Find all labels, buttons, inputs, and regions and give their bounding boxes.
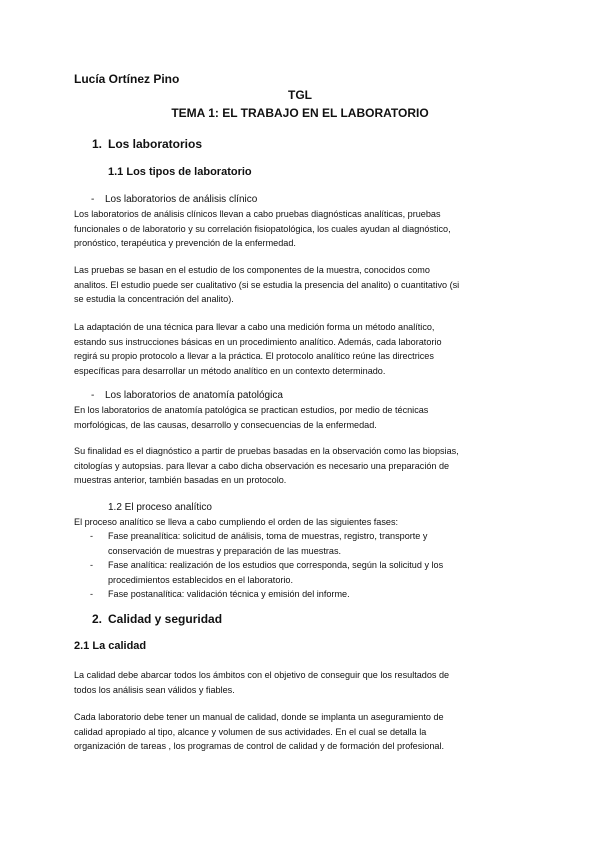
list-item [74, 587, 554, 602]
section-2-heading [92, 612, 222, 626]
paragraph [74, 710, 534, 754]
text-line: Las pruebas se basan en el estudio de los componentes de la muestra, conocidos como [74, 265, 430, 275]
text-line: se estudia la concentración del analito). [74, 294, 234, 304]
paragraph [74, 515, 534, 530]
text-line: estando sus instrucciones básicas en un procedimiento analítico. Además, cada laboratorio [74, 336, 442, 347]
section-1-heading [92, 137, 202, 151]
subsection-1-1-heading: 1.1 Los tipos de laboratorio [108, 166, 252, 178]
document-title: TEMA 1: EL TRABAJO EN EL LABORATORIO [171, 106, 429, 120]
bullet-heading-text: Los laboratorios de anatomía patológica [105, 390, 283, 401]
text-line: Fase analítica: realización de los estudios que corresponda, según la solicitud y los [108, 560, 444, 570]
list-item [74, 529, 554, 558]
author-name: Lucía Ortínez Pino [74, 72, 180, 86]
subject-code: TGL [288, 88, 312, 102]
text-line: Fase preanalítica: solicitud de análisis, toma de muestras, registro, transporte y [108, 531, 428, 541]
text-line: conservación de muestras y preparación de las muestras. [108, 545, 342, 556]
text-line: funcionales o de laboratorio y su correlación fisiopatológica, los cuales ayudan al diagnóstico, [74, 223, 451, 234]
text-line: calidad apropiado al tipo, alcance y volumen de sus actividades. En el cual se detalla la [74, 726, 427, 737]
bullet-dash: - [91, 194, 95, 205]
text-line: analitos. El estudio puede ser cualitativo (si se estudia la presencia del analito) o cuantitativo (si [74, 279, 460, 290]
text-line: muestras anterior, también basadas en un protocolo. [74, 475, 287, 485]
text-line: Los laboratorios de análisis clínicos llevan a cabo pruebas diagnósticas analíticas, pruebas [74, 209, 441, 219]
text-line: todos los análisis sean válidos y fiables. [74, 684, 235, 695]
bullet-dash: - [91, 390, 95, 401]
section-number: 2. [92, 612, 103, 626]
text-line: Fase postanalítica: validación técnica y emisión del informe. [108, 589, 350, 599]
text-line: procedimientos establecidos en el laboratorio. [108, 574, 294, 585]
bullet-dash: - [90, 531, 94, 541]
text-line: Cada laboratorio debe tener un manual de calidad, donde se implanta un aseguramiento de [74, 712, 444, 722]
paragraph [74, 403, 534, 432]
text-line: regirá su propio protocolo a llevar a la práctica. El protocolo analítico reúne las directrices [74, 351, 434, 361]
paragraph [74, 320, 534, 378]
section-title: Los laboratorios [108, 137, 203, 151]
text-line: La calidad debe abarcar todos los ámbitos con el objetivo de conseguir que los resultados de [74, 670, 450, 680]
bullet-heading-anatomia [91, 390, 283, 401]
text-line: pronóstico, terapéutica y prevención de la enfermedad. [74, 238, 296, 248]
paragraph [74, 668, 534, 697]
bullet-dash: - [90, 560, 94, 570]
bullet-heading-text: Los laboratorios de análisis clínico [105, 194, 258, 205]
section-number: 1. [92, 137, 103, 151]
paragraph [74, 207, 534, 251]
text-line: En los laboratorios de anatomía patológica se practican estudios, por medio de técnicas [74, 405, 429, 415]
text-line: El proceso analítico se lleva a cabo cumpliendo el orden de las siguientes fases: [74, 517, 399, 527]
subsection-1-2-heading: 1.2 El proceso analítico [108, 502, 212, 513]
bullet-dash: - [90, 589, 94, 599]
bullet-heading-clinico [91, 194, 257, 205]
text-line: La adaptación de una técnica para llevar a cabo una medición forma un método analítico, [74, 322, 435, 332]
section-title: Calidad y seguridad [108, 612, 223, 626]
text-line: organización de tareas , los programas de control de calidad y de formación del profesional. [74, 741, 445, 751]
paragraph [74, 444, 534, 488]
phases-list [74, 529, 554, 602]
subsection-2-1-heading: 2.1 La calidad [74, 640, 147, 652]
text-line: Su finalidad es el diagnóstico a partir de pruebas basadas en la observación como las biopsias, [74, 446, 459, 456]
text-line: citologías y autopsias. para llevar a cabo dicha observación es necesario una preparación de [74, 460, 450, 471]
text-line: morfológicas, de las causas, desarrollo y consecuencias de la enfermedad. [74, 419, 377, 430]
paragraph [74, 263, 534, 307]
list-item [74, 558, 554, 587]
text-line: específicas para desarrollar un método analítico en un contexto determinado. [74, 365, 386, 376]
